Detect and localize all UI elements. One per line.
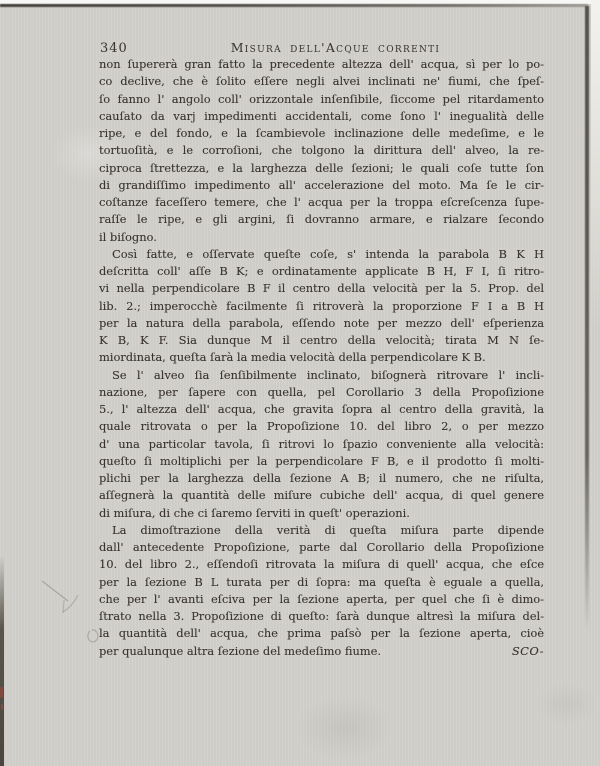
paper-blemish: [1, 704, 3, 710]
catchword: SCO-: [511, 643, 544, 658]
text-line: il biſogno.: [99, 229, 157, 244]
page-right-edge-shadow: [585, 6, 589, 630]
text-line: ſo fanno l' angolo coll' orizzontale inſenſibile, ſiccome pel ritardamento: [99, 91, 544, 106]
text-line: d' una particolar tavola, ſi ritrovi lo ſpazio conveniente alla velocità:: [99, 436, 544, 451]
text-line: ſtrato nella 3. Propoſizione di queſto: ſarà dunque altresì la miſura del-: [99, 609, 544, 623]
text-line: La dimoſtrazione della verità di queſta miſura parte dipende: [112, 522, 544, 537]
text-line: per la ſezione B L turata per di ſopra: ma queſta è eguale a quella,: [99, 574, 544, 589]
text-line: vi nella perpendicolare B F il centro della velocità per la 5. Prop. del: [99, 281, 544, 296]
text-line: ciproca ſtrettezza, e la larghezza delle ſezioni; le quali coſe tutte ſon: [99, 160, 544, 175]
text-line: di grandiſſimo impedimento all' accelerazione del moto. Ma ſe le cir-: [99, 177, 544, 192]
text-line: nazione, per ſapere con quella, pel Corollario 3 della Propoſizione: [99, 384, 544, 399]
text-line: plichi per la larghezza della ſezione A B; il numero, che ne riſulta,: [99, 471, 544, 485]
text-block: [99, 56, 544, 660]
text-line: coſtanze faceſſero temere, che l' acqua per la troppa eſcreſcenza ſupe-: [99, 195, 544, 209]
text-line: lib. 2.; imperocchè facilmente ſi ritroverà la proporzione F I a B H: [99, 298, 544, 313]
text-line: non ſupererà gran fatto la precedente altezza dell' acqua, sì per lo po-: [99, 57, 544, 71]
text-line: miordinata, queſta ſarà la media velocità della perpendicolare K B.: [99, 350, 486, 365]
text-line: la quantità dell' acqua, che prima paſsò per la ſezione aperta, cioè: [99, 626, 544, 641]
page-header: [99, 40, 544, 56]
text-line: co declive, che è ſolito eſſere negli alvei inclinati ne' fiumi, che ſpeſ-: [99, 74, 544, 89]
text-line: cauſato da varj impedimenti accidentali, come ſono l' inegualità delle: [99, 108, 544, 123]
text-line: queſto ſi moltiplichi per la perpendicolare F B, e il prodotto ſi molti-: [99, 453, 544, 468]
text-line: aſſegnerà la quantità delle miſure cubiche dell' acqua, di quel genere: [99, 488, 544, 503]
page-left-edge-shadow: [0, 556, 4, 766]
text-line: di miſura, di che ci ſaremo ſerviti in queſt' operazioni.: [99, 505, 410, 520]
text-line: raſſe le ripe, e gli argini, ſi dovranno armare, e rialzare ſecondo: [99, 212, 544, 227]
text-line: che per l' avanti eſciva per la ſezione aperta, per quel che ſi è dimo-: [99, 591, 544, 606]
page-number: 340: [100, 41, 128, 56]
text-line: Se l' alveo ſia ſenſibilmente inclinato, biſognerà ritrovare l' incli-: [112, 367, 544, 382]
page-top-edge-shadow: [0, 4, 588, 7]
text-line: tortuoſità, e le corroſioni, che tolgono la dirittura dell' alveo, la re-: [99, 143, 544, 158]
text-line: deſcritta coll' aſſe B K; e ordinatamente applicate B H, F I, ſi ritro-: [99, 264, 544, 278]
text-line: K B, K F. Sia dunque M il centro della velocità; tirata M N ſe-: [99, 333, 544, 347]
text-line: dall' antecedente Propoſizione, parte dal Corollario della Propoſizione: [99, 540, 544, 554]
text-line: ripe, e del fondo, e la ſcambievole inclinazione delle medeſime, e le: [99, 126, 544, 140]
running-title: Misura dell'Acque correnti: [230, 40, 441, 55]
scan-background-sliver: [591, 0, 600, 330]
text-line: Così fatte, e oſſervate queſte coſe, s' intenda la parabola B K H: [112, 246, 544, 261]
text-line: 10. del libro 2., eſſendoſi ritrovata la miſura di quell' acqua, che eſce: [99, 557, 544, 572]
text-line: [99, 643, 544, 660]
text-line: per la natura della parabola, eſſendo note per mezzo dell' eſperienza: [99, 315, 544, 330]
text-line: 5., l' altezza dell' acqua, che gravita ſopra al centro della gravità, la: [99, 402, 544, 416]
paper-blemish: [0, 687, 3, 698]
text-line: quale ritrovata o per la Propoſizione 10. del libro 2, o per mezzo: [99, 419, 544, 434]
last-line-text: per qualunque altra ſezione del medeſimo fiume.: [99, 643, 381, 658]
